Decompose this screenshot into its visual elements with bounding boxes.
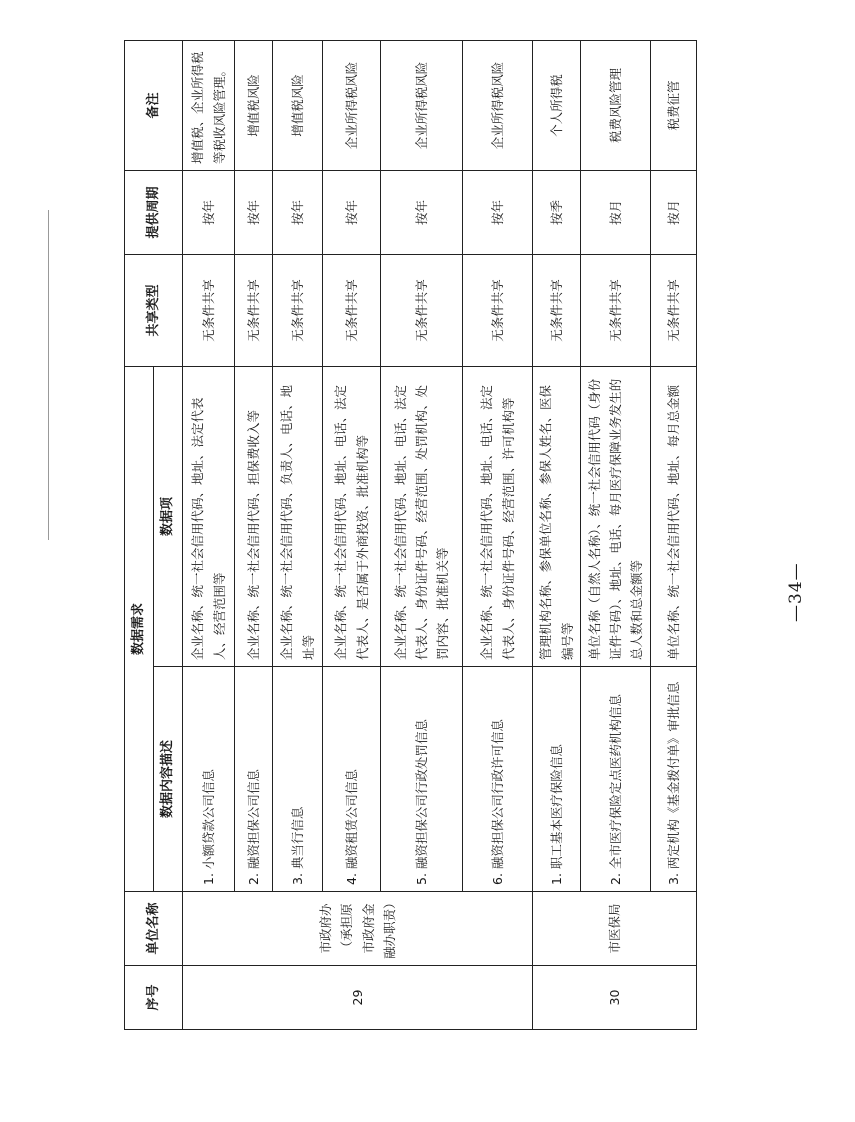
period-cell: 按年 <box>273 170 323 254</box>
share-cell: 无条件共享 <box>651 254 697 366</box>
header-remark: 备注 <box>125 40 183 170</box>
remark-cell: 税费征管 <box>651 40 697 170</box>
header-desc: 数据内容描述 <box>154 667 183 892</box>
data-demand-table <box>124 40 697 1030</box>
unit-cell: 市政府办（承担原市政府金融办职责） <box>183 892 533 966</box>
share-cell: 无条件共享 <box>381 254 463 366</box>
table-row <box>273 40 323 1029</box>
period-cell: 按年 <box>323 170 381 254</box>
header-period: 提供周期 <box>125 170 183 254</box>
items-cell: 企业名称、统一社会信用代码、地址、电话、法定代表人、身份证件号码、经营范围、处罚机构、处罚内容、批准机关等 <box>381 366 463 666</box>
period-cell: 按月 <box>581 170 651 254</box>
page-number: —34— <box>786 562 806 622</box>
share-cell: 无条件共享 <box>183 254 235 366</box>
items-cell: 企业名称、统一社会信用代码、地址、电话、法定代表人、是否属于外商投资、批准机构等 <box>323 366 381 666</box>
binding-rule <box>48 210 49 540</box>
table-row <box>183 40 235 1029</box>
seq-cell: 29 <box>183 966 533 1030</box>
remark-cell: 企业所得税风险 <box>323 40 381 170</box>
period-cell: 按月 <box>651 170 697 254</box>
items-cell: 企业名称、统一社会信用代码、地址、法定代表人、经营范围等 <box>183 366 235 666</box>
seq-cell: 30 <box>533 966 697 1030</box>
unit-cell: 市医保局 <box>533 892 697 966</box>
desc-cell: 1. 小额贷款公司信息 <box>183 667 235 892</box>
remark-cell: 增值税、企业所得税等税收风险管理。 <box>183 40 235 170</box>
items-cell: 企业名称、统一社会信用代码、担保费收入等 <box>235 366 273 666</box>
period-cell: 按年 <box>235 170 273 254</box>
header-items: 数据项 <box>154 366 183 666</box>
header-share-type: 共享类型 <box>125 254 183 366</box>
table-row <box>381 40 463 1029</box>
table-row <box>463 40 533 1029</box>
remark-cell: 税费风险管理 <box>581 40 651 170</box>
desc-cell: 1. 职工基本医疗保险信息 <box>533 667 581 892</box>
desc-cell: 3. 两定机构《基金拨付单》审批信息 <box>651 667 697 892</box>
items-cell: 单位名称、统一社会信用代码、地址、每月总金额 <box>651 366 697 666</box>
desc-cell: 4. 融资租赁公司信息 <box>323 667 381 892</box>
period-cell: 按年 <box>463 170 533 254</box>
share-cell: 无条件共享 <box>235 254 273 366</box>
table-row <box>323 40 381 1029</box>
share-cell: 无条件共享 <box>323 254 381 366</box>
remark-cell: 企业所得税风险 <box>463 40 533 170</box>
items-cell: 管理机构名称、参保单位名称、参保人姓名、医保编号等 <box>533 366 581 666</box>
items-cell: 企业名称、统一社会信用代码、地址、电话、法定代表人、身份证件号码、经营范围、许可机构等 <box>463 366 533 666</box>
share-cell: 无条件共享 <box>273 254 323 366</box>
share-cell: 无条件共享 <box>463 254 533 366</box>
period-cell: 按年 <box>381 170 463 254</box>
desc-cell: 3. 典当行信息 <box>273 667 323 892</box>
items-cell: 单位名称（自然人名称）、统一社会信用代码（身份证件号码）、地址、电话、每月医疗保障业务发生的总人数和总金额等 <box>581 366 651 666</box>
items-cell: 企业名称、统一社会信用代码、负责人、电话、地址等 <box>273 366 323 666</box>
share-cell: 无条件共享 <box>533 254 581 366</box>
remark-cell: 增值税风险 <box>235 40 273 170</box>
period-cell: 按年 <box>183 170 235 254</box>
share-cell: 无条件共享 <box>581 254 651 366</box>
table-row <box>235 40 273 1029</box>
table-row <box>581 40 651 1029</box>
header-row-1 <box>125 40 154 1029</box>
header-seq: 序号 <box>125 966 183 1030</box>
remark-cell: 个人所得税 <box>533 40 581 170</box>
header-data-demand: 数据需求 <box>125 366 154 891</box>
desc-cell: 2. 全市医疗保险定点医药机构信息 <box>581 667 651 892</box>
remark-cell: 企业所得税风险 <box>381 40 463 170</box>
table-row <box>651 40 697 1029</box>
header-unit: 单位名称 <box>125 892 183 966</box>
desc-cell: 5. 融资担保公司行政处罚信息 <box>381 667 463 892</box>
remark-cell: 增值税风险 <box>273 40 323 170</box>
rotated-page <box>62 0 855 1122</box>
table-row <box>533 40 581 1029</box>
desc-cell: 2. 融资担保公司信息 <box>235 667 273 892</box>
desc-cell: 6. 融资担保公司行政许可信息 <box>463 667 533 892</box>
period-cell: 按季 <box>533 170 581 254</box>
